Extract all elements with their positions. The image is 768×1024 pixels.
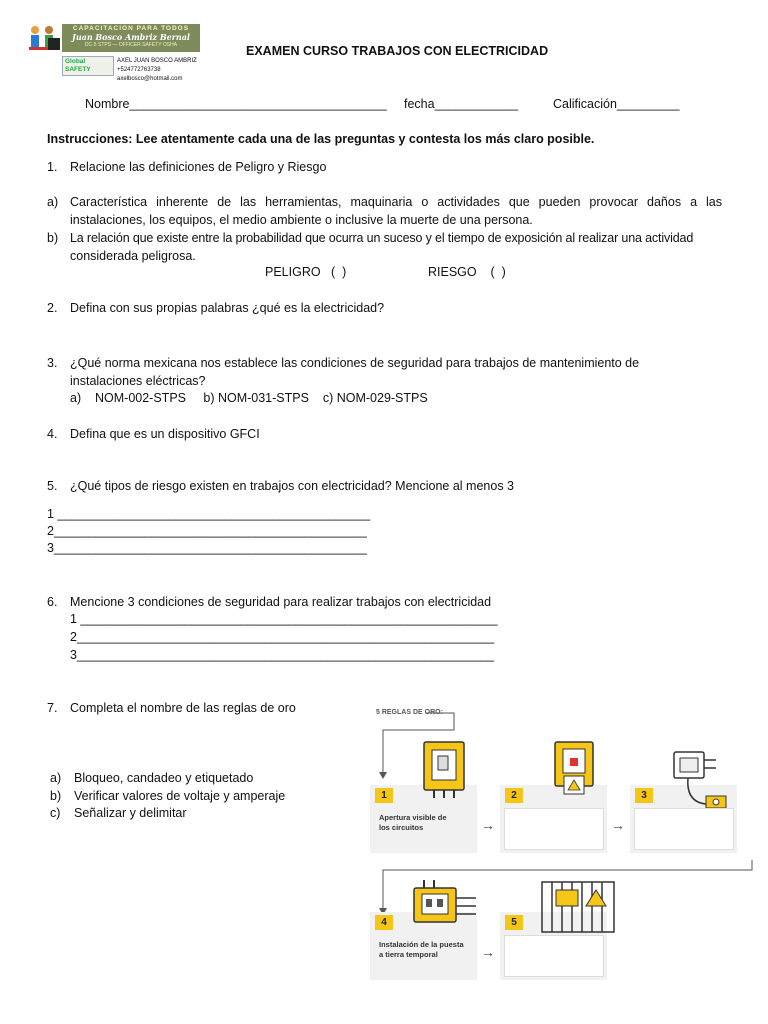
logo-text: Global SAFETY [65,58,91,73]
instructions: Instrucciones: Lee atentamente cada una de las preguntas y contesta los más claro posible. [47,132,595,146]
arrow-2-3: → [611,817,625,833]
q7-option-c-label: c) [50,806,61,820]
calificacion-field[interactable]: Calificación_________ [553,97,680,111]
contact-email: axelbosco@hotmail.com [117,76,183,82]
q6-text: Mencione 3 condiciones de seguridad para realizar trabajos con electricidad [70,595,492,609]
page-title: EXAMEN CURSO TRABAJOS CON ELECTRICIDAD [246,44,549,58]
q7-option-b-label: b) [50,789,62,803]
q6-answer-3[interactable]: 3____________________________________________________________ [70,648,495,662]
riesgo-answer[interactable]: RIESGO ( ) [428,265,506,279]
q1-a-label: a) [47,195,59,209]
q5-answer-1[interactable]: 1 _____________________________________________ [47,507,371,521]
q7-option-c: Señalizar y delimitar [74,806,187,820]
q3-line1: ¿Qué norma mexicana nos establece las condiciones de seguridad para trabajos de mantenimiento de [70,356,640,370]
q5-answer-2[interactable]: 2_____________________________________________ [47,524,367,538]
barrier-sign-icon [540,878,620,939]
contact-phone: +524772763738 [117,67,161,73]
lockout-icon [552,740,598,801]
q7-number: 7. [47,701,58,715]
step-5-answer-box[interactable] [504,935,604,977]
step-2-number: 2 [505,788,523,803]
q6-number: 6. [47,595,58,609]
peligro-answer[interactable]: PELIGRO ( ) [265,265,347,279]
q3-number: 3. [47,356,58,370]
q7-option-a-label: a) [50,771,62,785]
q1-b-label: b) [47,231,59,245]
fecha-field[interactable]: fecha____________ [404,97,519,111]
step-3-number: 3 [635,788,653,803]
q5-answer-3[interactable]: 3_____________________________________________ [47,541,367,555]
arrow-1-2: → [481,817,495,833]
step-1-number: 1 [375,788,393,803]
q2-number: 2. [47,301,58,315]
logo-qr-icon [48,38,60,50]
golden-rules-title: 5 REGLAS DE ORO: [376,709,443,716]
q4-number: 4. [47,427,58,441]
q1-a-line1: Característica inherente de las herramientas, maquinaria o actividades que pueden provocar daños a las [70,195,722,209]
q3-options: a) NOM-002-STPS b) NOM-031-STPS c) NOM-029-STPS [70,391,428,405]
q4-text: Defina que es un dispositivo GFCI [70,427,260,441]
step-1-caption: Apertura visible de los circuitos [379,813,447,832]
q7-option-b: Verificar valores de voltaje y amperaje [74,789,286,803]
voltage-tester-icon [668,742,734,815]
q2-text: Defina con sus propias palabras ¿qué es la electricidad? [70,301,385,315]
global-safety-logo [62,56,114,76]
banner-sub-text: DC-5 STPS — OFFICER SAFETY OSHA [84,42,178,48]
banner-top-text: CAPACITACION PARA TODOS [72,25,190,32]
step-4-number: 4 [375,915,393,930]
q7-text: Completa el nombre de las reglas de oro [70,701,296,715]
step-3-answer-box[interactable] [634,808,734,850]
step-4-caption: Instalación de la puesta a tierra temporal [379,940,464,959]
q5-number: 5. [47,479,58,493]
panel-open-icon [420,740,468,801]
step-2-answer-box[interactable] [504,808,604,850]
q3-line2: instalaciones eléctricas? [70,374,206,388]
q6-answer-1[interactable]: 1 ____________________________________________________________ [70,612,498,626]
training-banner [62,24,200,52]
q1-b-line2: considerada peligrosa. [70,249,196,263]
q6-answer-2[interactable]: 2____________________________________________________________ [70,630,495,644]
contact-name: AXEL JUAN BOSCO AMBRIZ [117,58,197,64]
nombre-field[interactable]: Nombre_____________________________________ [85,97,387,111]
q1-a-line2: instalaciones, los equipos, el medio ambiente o inclusive la muerte de una persona. [70,213,533,227]
q7-option-a: Bloqueo, candadeo y etiquetado [74,771,254,785]
q1-text: Relacione las definiciones de Peligro y Riesgo [70,160,327,174]
arrow-4-5: → [481,944,495,960]
q1-b-line1: La relación que existe entre la probabilidad que ocurra un suceso y el tiempo de exposición al realizar una actividad [70,231,694,245]
q5-text: ¿Qué tipos de riesgo existen en trabajos con electricidad? Mencione al menos 3 [70,479,515,493]
step-5-number: 5 [505,915,523,930]
q1-number: 1. [47,160,58,174]
banner-name-text: Juan Bosco Ambriz Bernal [72,32,190,42]
grounding-icon [410,880,480,931]
